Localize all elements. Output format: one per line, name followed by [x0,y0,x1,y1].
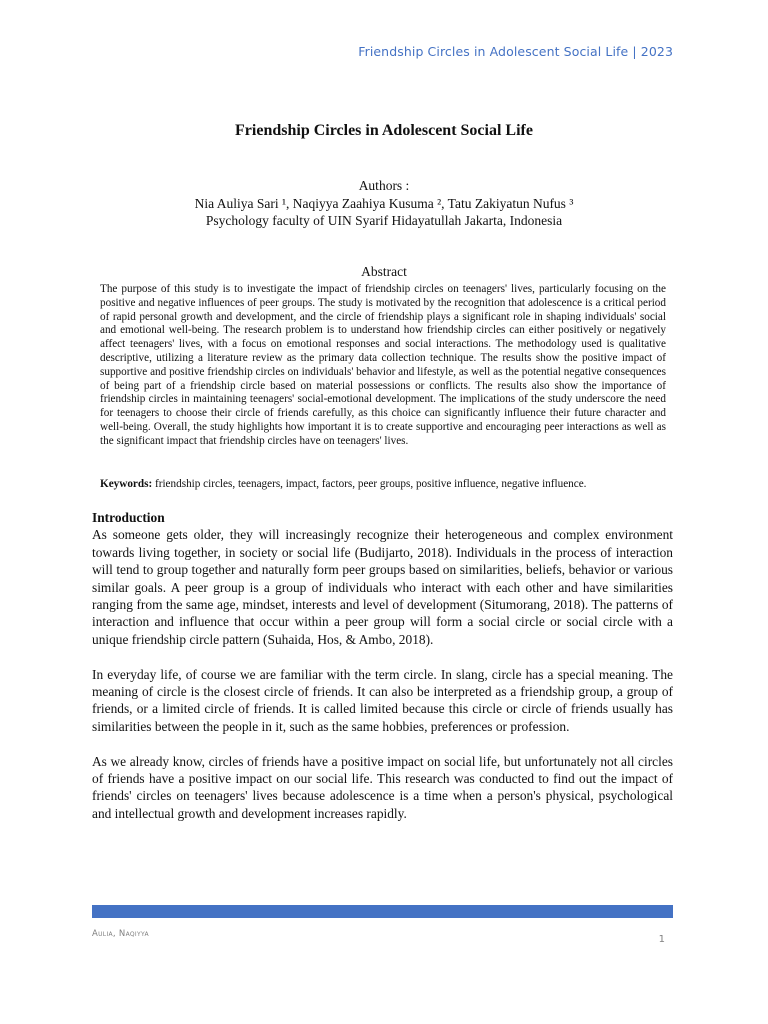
abstract-text: The purpose of this study is to investigate the impact of friendship circles on teenagers' lives, particularly focusing on the positive and negative influences of peer groups. The study is motivated by the recognition that adolescence is a critical period of rapid personal growth and development, and the circle of friendship plays a significant role in shaping individuals' social and emotional well-being. The research problem is to understand how friendship circles can either positively or negatively affect teenagers' lives, with a focus on emotional responses and social interactions. The methodology used is qualitative descriptive, utilizing a literature review as the primary data collection technique. The results show the positive impact of supportive and positive friendship circles on individuals' behavior and lifestyle, as well as the potential negative consequences of being part of a friendship circle based on material possessions or conflicts. The results also show the importance of friendship circles in maintaining teenagers' social-emotional development. The implications of the study underscore the need for teenagers to choose their circle of friends carefully, as this choice can significantly influence their future character and well-being. Overall, the study highlights how important it is to create supportive and encouraging peer interactions as well as the significant impact that friendship circles have on teenagers' lives. [100,283,666,447]
keywords-line [100,478,666,492]
intro-paragraph: As someone gets older, they will increasingly recognize their heterogeneous and complex environment towards living together, in society or social life (Budijarto, 2018). Individuals in the process of interaction will tend to group together and naturally form peer groups based on similarities, beliefs, behavior or various similar goals. A peer group is a group of individuals who interact with each other and have similarities ranging from the same age, mindset, interests and level of development (Situmorang, 2018). The patterns of interaction and influence that occur within a peer group will form a social circle or social circle with a unique friendship circle pattern (Suhaida, Hos, & Ambo, 2018). [92,527,673,647]
running-header: Friendship Circles in Adolescent Social Life | 2023 [358,44,673,59]
affiliation: Psychology faculty of UIN Syarif Hidayatullah Jakarta, Indonesia [205,213,563,228]
introduction-heading: Introduction [92,510,165,525]
authors-heading: Authors : [358,178,410,193]
authors-list: Nia Auliya Sari ¹, Naqiyya Zaahiya Kusuma ², Tatu Zakiyatun Nufus ³ [194,195,574,211]
keywords-label: Keywords: [100,478,153,490]
introduction-section [92,509,673,840]
intro-paragraph: As we already know, circles of friends have a positive impact on social life, but unfortunately not all circles of friends have a positive impact on our social life. This research was conducted to find out the impact of friends' circles on teenagers' lives because adolescence is a time when a person's physical, psychological and intellectual growth and development increases rapidly. [92,753,673,821]
footer-author: Aulia, Naqiyya [92,929,149,939]
paper-title: Friendship Circles in Adolescent Social Life [235,122,533,139]
abstract-heading: Abstract [361,264,407,279]
intro-paragraph: In everyday life, of course we are familiar with the term circle. In slang, circle has a special meaning. The meaning of circle is the closest circle of friends. It can also be interpreted as a friendship group, a group of friends, or a limited circle of friends. It is called limited because this circle or circle of friends usually has similarities between the people in it, such as the same hobbies, preferences or profession. [92,666,673,734]
keywords-list: friendship circles, teenagers, impact, factors, peer groups, positive influence, negative influence. [152,478,587,490]
authors-block [0,177,768,230]
footer-bar [92,905,673,918]
page-number: 1 [658,934,665,945]
